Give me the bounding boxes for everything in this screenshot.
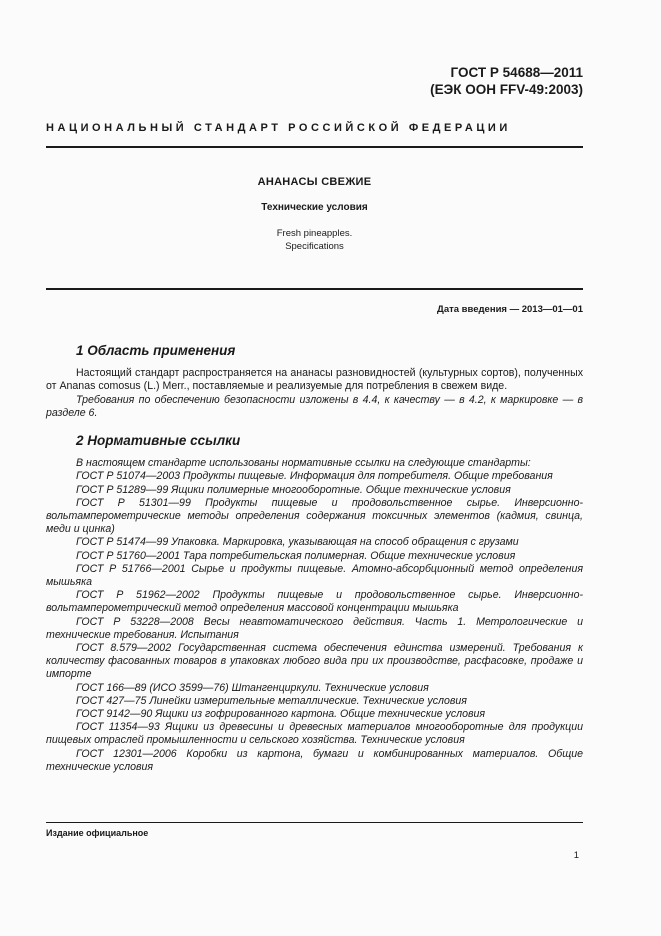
header-rule — [46, 146, 583, 148]
reference-item: ГОСТ 8.579—2002 Государственная система обеспечения единства измерений. Требования к количеству фасованных товаров в упаковках любого вида при их производстве, расфасовке, продаже и импорте — [46, 642, 583, 681]
section-1-paragraph-2: Требования по обеспечению безопасности изложены в 4.4, к качеству — в 4.2, к маркировке — в разделе 6. — [46, 393, 583, 419]
english-title-line2: Specifications — [285, 241, 344, 252]
reference-item: ГОСТ Р 51962—2002 Продукты пищевые и продовольственное сырье. Инверсионно-вольтамперометрический метод определения массовой концентрации мышьяка — [46, 589, 583, 615]
reference-item: ГОСТ 11354—93 Ящики из древесины и древесных материалов многооборотные для продукции пищевых отраслей промышленности и сельского хозяйства. Технические условия — [46, 721, 583, 747]
document-body — [46, 344, 583, 774]
reference-item: ГОСТ 166—89 (ИСО 3599—76) Штангенциркули. Технические условия — [76, 681, 429, 694]
reference-item: ГОСТ Р 51301—99 Продукты пищевые и продовольственное сырье. Инверсионно-вольтамперометрические методы определения содержания токсичных элементов (кадмия, свинца, меди и цинка) — [46, 496, 583, 536]
footer-rule — [46, 822, 583, 823]
section-2-heading: 2 Нормативные ссылки — [76, 433, 241, 449]
standard-equivalent: (ЕЭК ООН FFV-49:2003) — [430, 82, 583, 97]
reference-item: ГОСТ Р 51760—2001 Тара потребительская полимерная. Общие технические условия — [76, 549, 516, 562]
standard-number: ГОСТ Р 54688—2011 — [450, 65, 583, 80]
title-block — [46, 176, 583, 253]
reference-item: ГОСТ Р 51474—99 Упаковка. Маркировка, указывающая на способ обращения с грузами — [76, 536, 519, 549]
reference-item: ГОСТ Р 53228—2008 Весы неавтоматического действия. Часть 1. Метрологические и технические требования. Испытания — [46, 615, 583, 641]
english-title-line1: Fresh pineapples. — [276, 228, 353, 239]
national-standard-title: НАЦИОНАЛЬНЫЙ СТАНДАРТ РОССИЙСКОЙ ФЕДЕРАЦИИ — [46, 122, 511, 134]
section-1-paragraph-1: Настоящий стандарт распространяется на ананасы разновидностей (культурных сортов), полученных от Ananas comosus (L.) Merr., поставляемые и реализуемые для потребления в свежем виде. — [46, 367, 583, 393]
document-title: АНАНАСЫ СВЕЖИЕ — [257, 176, 372, 188]
reference-item: ГОСТ 9142—90 Ящики из гофрированного картона. Общие технические условия — [76, 708, 486, 721]
document-subtitle: Технические условия — [261, 202, 368, 213]
english-title — [46, 227, 583, 253]
section-2-intro: В настоящем стандарте использованы нормативные ссылки на следующие стандарты: — [76, 457, 531, 470]
standard-number-block — [430, 64, 583, 98]
introduction-date: Дата введения — 2013—01—01 — [437, 304, 583, 315]
reference-item: ГОСТ Р 51289—99 Ящики полимерные многооборотные. Общие технические условия — [76, 483, 511, 496]
reference-item: ГОСТ 12301—2006 Коробки из картона, бумаги и комбинированных материалов. Общие технические условия — [46, 747, 583, 773]
section-1-heading: 1 Область применения — [76, 343, 236, 358]
page-number: 1 — [573, 850, 579, 861]
official-edition-label: Издание официальное — [46, 828, 149, 838]
reference-item: ГОСТ Р 51766—2001 Сырье и продукты пищевые. Атомно-абсорбционный метод определения мышьяка — [46, 562, 583, 589]
reference-item: ГОСТ 427—75 Линейки измерительные металлические. Технические условия — [76, 694, 467, 707]
reference-item: ГОСТ Р 51074—2003 Продукты пищевые. Информация для потребителя. Общие требования — [76, 470, 553, 483]
title-rule — [46, 288, 583, 290]
